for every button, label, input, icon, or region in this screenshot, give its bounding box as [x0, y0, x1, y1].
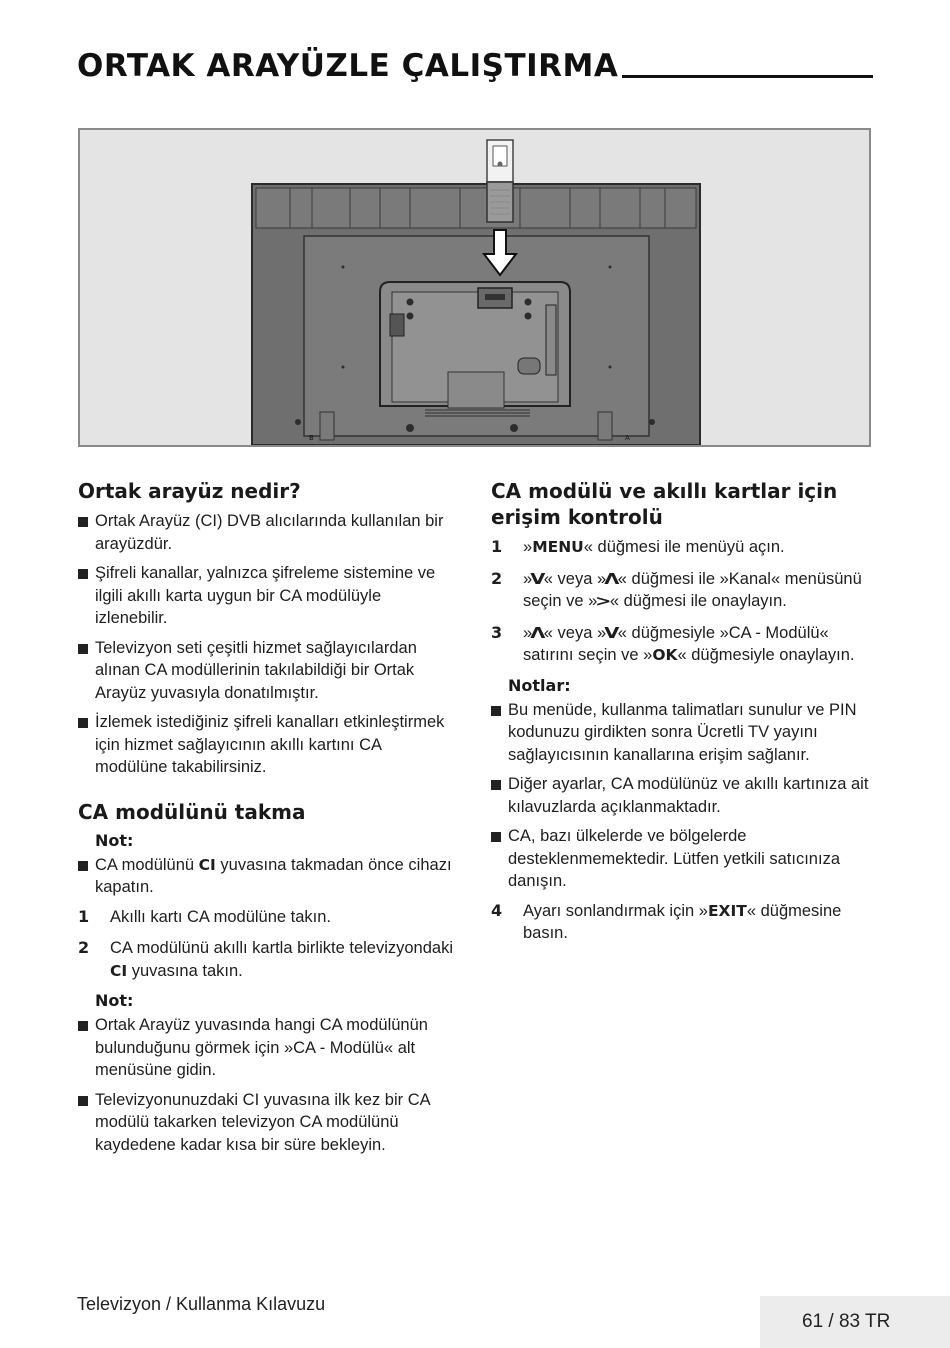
label-b: B	[309, 434, 314, 442]
ci-slot-opening	[485, 294, 505, 300]
heading-what-is-ci: Ortak arayüz nedir?	[78, 479, 301, 503]
step-item: 3 »Λ« veya »V« düğmesiyle »CA - Modülü« satırını seçin ve »OK« düğmesiyle onaylayın.	[491, 622, 855, 664]
note-item: Televizyonunuzdaki CI yuvasına ilk kez bir CA modülü takarken televizyon CA modülünü kaydedene kadar kısa bir süre bekleyin.	[78, 1089, 458, 1157]
step-item: 4 Ayarı sonlandırmak için »EXIT« düğmesine basın.	[491, 900, 842, 942]
access-steps-final	[491, 900, 871, 945]
step-item: 2 CA modülünü akıllı kartla birlikte televizyondaki CI yuvasına takın.	[78, 938, 453, 980]
note-item: Ortak Arayüz yuvasında hangi CA modülünün bulunduğunu görmek için »CA - Modülü« alt menüsüne gidin.	[78, 1014, 458, 1082]
tv-top-vents	[256, 188, 696, 228]
up-arrow-icon: Λ	[530, 623, 546, 642]
note-list	[78, 1014, 458, 1156]
page-title	[77, 48, 873, 84]
ci-info-list	[78, 510, 458, 779]
tv-back-illustration	[78, 128, 871, 447]
note-item: Bu menüde, kullanma talimatları sunulur ve PIN kodunuzu girdikten sonra Ücretli TV yayını sağlayıcısının kanallarına erişim sağlanır.	[491, 699, 871, 767]
ci-info-item: Ortak Arayüz (CI) DVB alıcılarında kullanılan bir arayüzdür.	[78, 510, 458, 555]
footer-manual-title: Televizyon / Kullanma Kılavuzu	[77, 1294, 326, 1314]
note-list	[78, 854, 458, 899]
side-port-strip	[546, 305, 556, 375]
access-steps	[491, 536, 871, 667]
note-item: CA, bazı ülkelerde ve bölgelerde desteklenmemektedir. Lütfen yetkili satıcınıza danışın.	[491, 825, 871, 893]
note-label: Not:	[95, 991, 134, 1010]
page-title-text: ORTAK ARAYÜZLE ÇALIŞTIRMA	[77, 48, 619, 84]
down-arrow-icon: V	[604, 623, 620, 642]
note-label: Not:	[95, 830, 134, 850]
side-port	[390, 314, 404, 336]
ci-info-item: Televizyon seti çeşitli hizmet sağlayıcılardan alınan CA modüllerinin takılabildiği bir Ortak Arayüz yuvasıyla donatılmıştır.	[78, 637, 458, 705]
notes-list	[491, 699, 871, 893]
notes-label: Notlar:	[508, 675, 571, 695]
tv-back-drawing	[80, 130, 869, 445]
step-item: 2 »V« veya »Λ« düğmesi ile »Kanal« menüsünü seçin ve »>« düğmesi ile onaylayın.	[491, 568, 871, 613]
bottom-right-block	[598, 412, 612, 440]
right-column	[491, 478, 871, 954]
note-item: CA modülünü CI yuvasına takmadan önce cihazı kapatın.	[78, 854, 458, 899]
down-arrow-icon: V	[530, 569, 546, 588]
heading-insert-module: CA modülünü takma	[78, 799, 306, 824]
right-arrow-icon: >	[595, 592, 612, 610]
smart-card-chip	[498, 162, 503, 167]
insert-steps	[78, 906, 458, 983]
up-arrow-icon: Λ	[604, 569, 620, 588]
page-number: 61 / 83 TR	[760, 1296, 950, 1348]
bottom-left-block	[320, 412, 334, 440]
tv-label-plate	[448, 372, 504, 408]
note-item: Diğer ayarlar, CA modülünüz ve akıllı kartınıza ait kılavuzlarda açıklanmaktadır.	[491, 773, 871, 818]
ci-info-item: Şifreli kanallar, yalnızca şifreleme sistemine ve ilgili akıllı karta uygun bir CA modülüyle izlenebilir.	[78, 562, 458, 630]
left-column	[78, 478, 458, 1163]
heading-access-control: CA modülü ve akıllı kartlar için erişim kontrolü	[491, 479, 838, 529]
step-item: 1 Akıllı kartı CA modülüne takın.	[78, 906, 332, 926]
label-a: A	[625, 434, 630, 442]
power-socket	[518, 358, 540, 374]
title-rule	[622, 75, 873, 78]
step-item: 1 »MENU« düğmesi ile menüyü açın.	[491, 537, 785, 556]
ci-info-item: İzlemek istediğiniz şifreli kanalları etkinleştirmek için hizmet sağlayıcının akıllı kartını CA modülüne takabilirsiniz.	[78, 711, 458, 779]
